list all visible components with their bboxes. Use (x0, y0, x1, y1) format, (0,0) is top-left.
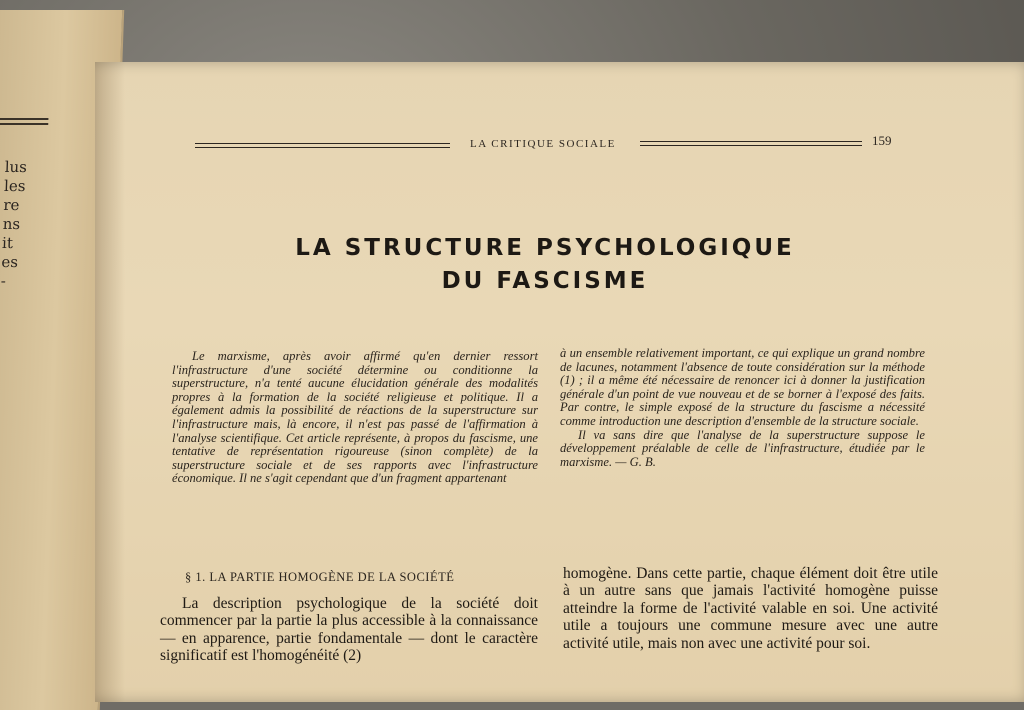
body-left-column (160, 595, 538, 665)
abstract-right-paragraph-1: à un ensemble relativement important, ce qui explique un grand nombre de lacunes, notamment l'absence de toute considération sur la méthode (1) ; il a même été nécessaire de renoncer ici à donner la justification générale d'un point de vue nouveau et de se borner à l'exposé des faits. Par contre, le simple exposé de la structure du fascisme a nécessité comme introduction une description d'ensemble de la structure sociale. (560, 346, 925, 428)
abstract-left-column (172, 350, 538, 486)
page-gutter-shadow (95, 62, 125, 702)
left-fragment: es (1, 253, 19, 271)
left-page-text-fragments (0, 158, 27, 291)
page-number: 159 (872, 133, 892, 148)
abstract-right-column (560, 347, 925, 469)
left-fragment: les (3, 177, 26, 195)
article-title (200, 232, 890, 298)
header-rule-right (640, 141, 862, 146)
body-left-text: La description psychologique de la société doit commencer par la partie la plus accessible à la connaissance — en apparence, partie fondamentale — dont le caractère significatif est l'homogénéité (2) (160, 595, 538, 665)
section-heading: § 1. LA PARTIE HOMOGÈNE DE LA SOCIÉTÉ (185, 570, 455, 584)
left-fragment: - (0, 272, 7, 290)
left-fragment: it (1, 234, 14, 252)
left-fragment: re (3, 196, 20, 214)
article-title-line1: LA STRUCTURE PSYCHOLOGIQUE (295, 235, 795, 261)
left-page-rule (0, 123, 48, 125)
abstract-right-paragraph-2: Il va sans dire que l'analyse de la superstructure suppose le développement préalable de celle de l'infrastructure, étudiée par le marxisme. — G. B. (560, 427, 925, 469)
left-page-rule (0, 118, 48, 120)
header-rule-left (195, 143, 450, 148)
left-fragment: ns (2, 215, 21, 233)
article-title-line2: DU FASCISME (441, 268, 649, 294)
running-title: LA CRITIQUE SOCIALE (470, 138, 616, 150)
abstract-left-text: Le marxisme, après avoir affirmé qu'en dernier ressort l'infrastructure d'une société détermine ou conditionne la superstructure, n'a tenté aucune élucidation générale des modalités propres à la formation de la société religieuse et politique. Il a également admis la possibilité de réactions de la superstructure sur l'infrastructure mais, là encore, il n'est pas passé de l'affirmation à l'analyse scientifique. Cet article représente, à propos du fascisme, une tentative de représentation rigoureuse (sinon complète) de la superstructure sociale et de ses rapports avec l'infrastructure économique. Il ne s'agit cependant que d'un fragment appartenant (172, 349, 538, 486)
body-right-column (563, 565, 938, 652)
body-right-text: homogène. Dans cette partie, chaque élément doit être utile à un autre sans que jamais l'activité homogène puisse atteindre la forme de l'activité valable en soi. Une activité utile a toujours une commune mesure avec une autre activité utile, mais non avec une activité pour soi. (563, 565, 938, 652)
left-fragment: lus (4, 158, 28, 176)
